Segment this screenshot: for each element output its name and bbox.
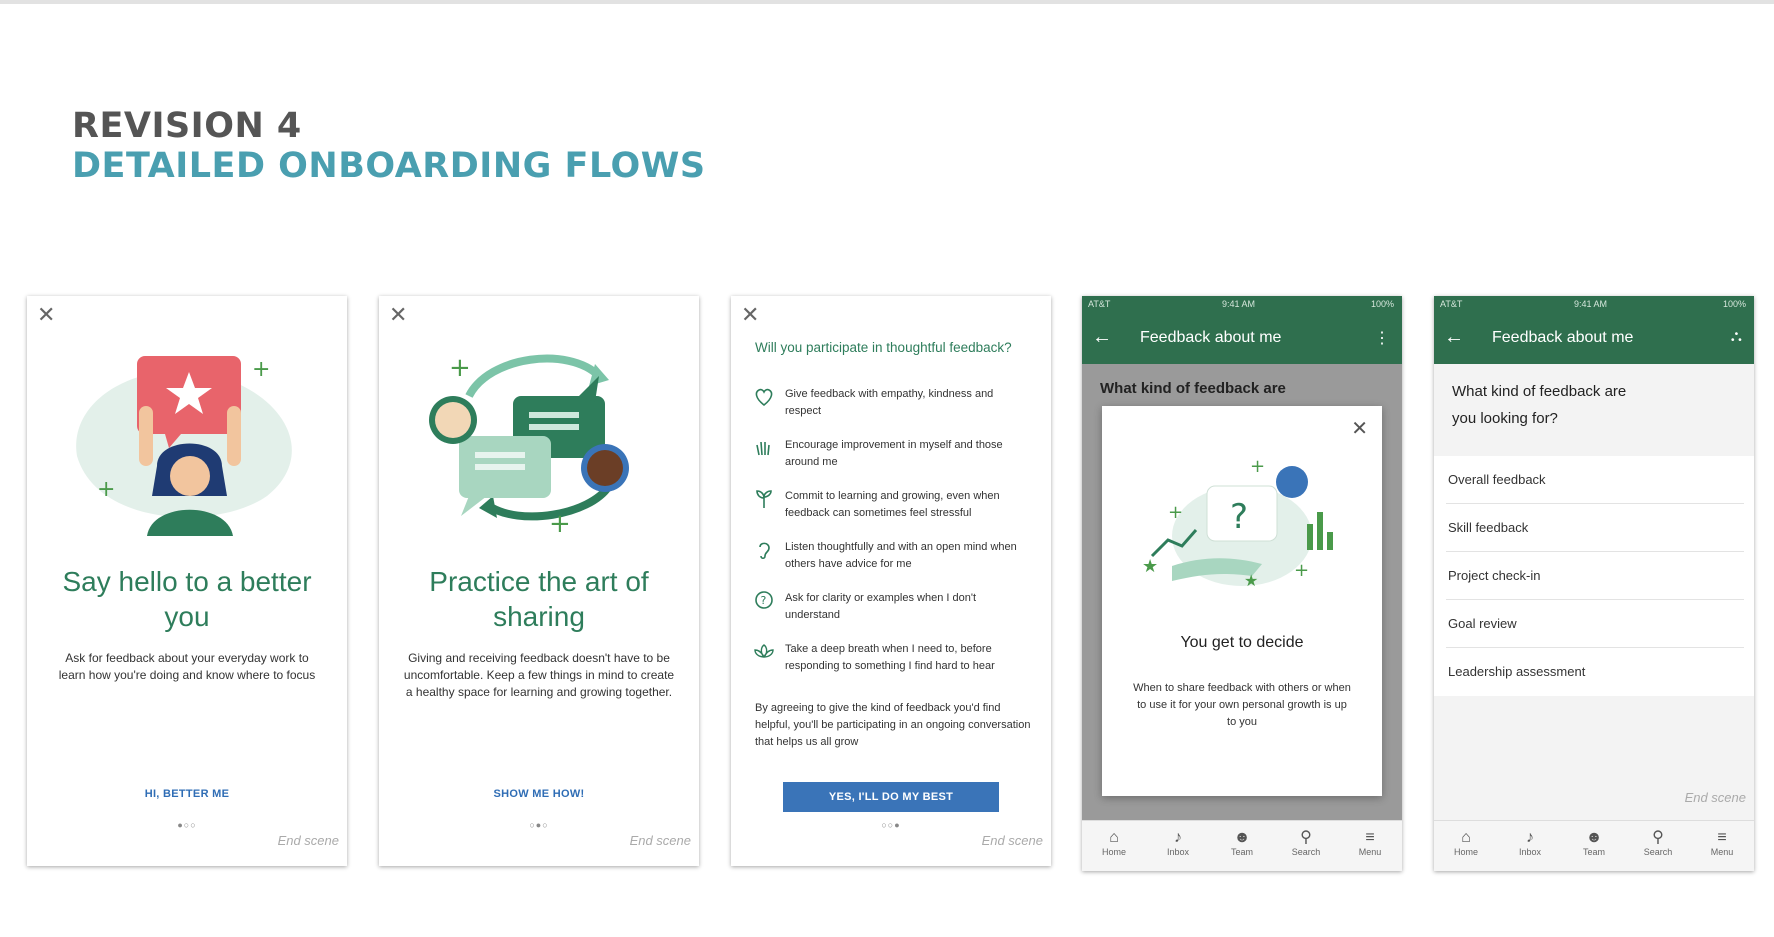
pledge-item: Commit to learning and growing, even when feedback can sometimes feel stressful (753, 488, 1033, 539)
section-title: DETAILED ONBOARDING FLOWS (72, 146, 706, 186)
pledge-item: Listen thoughtfully and with an open mind when others have advice for me (753, 539, 1033, 590)
close-icon[interactable]: ✕ (741, 302, 760, 327)
more-vertical-icon[interactable]: ⋮ (1374, 330, 1390, 347)
list-item-goal-review[interactable]: Goal review (1446, 600, 1744, 648)
ear-icon (753, 539, 775, 561)
back-arrow-icon[interactable]: ← (1444, 326, 1464, 348)
app-bar (1082, 314, 1402, 364)
close-icon[interactable]: ✕ (1351, 418, 1368, 440)
svg-text:+: + (1168, 502, 1184, 523)
person-holding-star-illustration (57, 336, 317, 536)
page-indicator: ●○○ (177, 820, 197, 830)
svg-text:+: + (449, 353, 471, 383)
tab-menu[interactable]: ≡ Menu (1338, 829, 1402, 857)
agree-button[interactable]: YES, I'LL DO MY BEST (783, 782, 999, 812)
tab-inbox[interactable]: ♪ Inbox (1146, 829, 1210, 857)
bell-icon: ♪ (1526, 829, 1534, 846)
pledge-item: ? Ask for clarity or examples when I don't understand (753, 590, 1033, 641)
close-icon[interactable]: ✕ (389, 302, 408, 327)
close-icon[interactable]: ✕ (37, 302, 56, 327)
feedback-type-list (1434, 456, 1754, 695)
svg-text:+: + (97, 477, 116, 502)
tab-inbox[interactable]: ♪ Inbox (1498, 829, 1562, 857)
heart-icon (753, 386, 775, 408)
feedback-type-question: What kind of feedback are you looking for? (1452, 383, 1627, 427)
modal-title: You get to decide (1180, 634, 1304, 651)
screen-title: Practice the art of sharing (429, 566, 649, 632)
svg-text:★: ★ (1244, 571, 1259, 590)
lotus-icon (753, 641, 775, 663)
svg-text:?: ? (760, 594, 767, 607)
menu-icon: ≡ (1717, 829, 1727, 846)
you-decide-illustration (1132, 446, 1352, 606)
team-icon: ☻ (1233, 829, 1251, 846)
search-icon: ⚲ (1652, 829, 1664, 846)
onboarding-screen-2 (379, 296, 699, 866)
svg-text:+: + (252, 357, 271, 382)
bell-icon: ♪ (1174, 829, 1182, 846)
carrier-label: AT&T (1440, 299, 1463, 309)
pledge-item: Encourage improvement in myself and those around me (753, 437, 1033, 488)
app-bar (1434, 314, 1754, 364)
bottom-tab-bar (1434, 820, 1754, 871)
question-header (1434, 364, 1754, 456)
tab-search[interactable]: ⚲ Search (1626, 829, 1690, 857)
pledge-item: Give feedback with empathy, kindness and respect (753, 386, 1033, 437)
sprout-icon (753, 488, 775, 510)
battery-label: 100% (1370, 299, 1394, 309)
app-bar-title: Feedback about me (1492, 329, 1634, 346)
pledge-list (753, 386, 1033, 692)
svg-text:+: + (549, 509, 571, 536)
menu-icon: ≡ (1365, 829, 1375, 846)
bottom-tab-bar (1082, 820, 1402, 871)
home-icon: ⌂ (1461, 829, 1471, 846)
status-bar (1082, 296, 1402, 314)
back-arrow-icon[interactable]: ← (1092, 326, 1112, 348)
search-icon: ⚲ (1300, 829, 1312, 846)
app-bar-title: Feedback about me (1140, 329, 1282, 346)
time-label: 9:41 AM (1222, 299, 1256, 309)
pledge-question: Will you participate in thoughtful feedback? (755, 340, 1012, 355)
svg-text:?: ? (1230, 497, 1249, 537)
pledge-item: Take a deep breath when I need to, before responding to something I find hard to hear (753, 641, 1033, 692)
end-scene-label: End scene (277, 833, 339, 848)
list-item-overall-feedback[interactable]: Overall feedback (1446, 456, 1744, 504)
page-heading (72, 106, 706, 186)
screen-body: Ask for feedback about your everyday work to learn how you're doing and know where to focus (58, 651, 316, 682)
sharing-conversation-illustration (409, 336, 669, 536)
list-item-leadership-assessment[interactable]: Leadership assessment (1448, 664, 1586, 679)
home-icon: ⌂ (1109, 829, 1119, 846)
svg-text:+: + (1294, 560, 1310, 581)
tab-search[interactable]: ⚲ Search (1274, 829, 1338, 857)
onboarding-screen-3 (731, 296, 1051, 866)
revision-title: REVISION 4 (72, 106, 302, 146)
list-item-project-check-in[interactable]: Project check-in (1446, 552, 1744, 600)
screen-body: Giving and receiving feedback doesn't have to be uncomfortable. Keep a few things in mind to create a healthy space for learning and growing together. (403, 651, 675, 699)
page-indicator: ○○● (881, 820, 901, 830)
hi-better-me-button[interactable]: HI, BETTER ME (144, 788, 230, 800)
feedback-type-screen (1434, 296, 1754, 871)
tab-home[interactable]: ⌂ Home (1082, 829, 1146, 857)
svg-text:★: ★ (1142, 556, 1159, 577)
org-chart-icon[interactable]: ⛬ (1730, 328, 1742, 345)
decide-modal (1102, 406, 1382, 796)
show-me-how-button[interactable]: SHOW ME HOW! (493, 788, 585, 800)
carrier-label: AT&T (1088, 299, 1111, 309)
tab-menu[interactable]: ≡ Menu (1690, 829, 1754, 857)
background-question: What kind of feedback are (1100, 380, 1286, 397)
end-scene-label: End scene (981, 833, 1043, 848)
screen-title: Say hello to a better you (62, 566, 312, 632)
agreement-text: By agreeing to give the kind of feedback you'd find helpful, you'll be participating in an ongoing conversation that helps us all grow (755, 702, 1031, 748)
onboarding-screen-1 (27, 296, 347, 866)
question-bubble-icon (753, 590, 775, 612)
clapping-hands-icon (753, 437, 775, 459)
feedback-modal-screen (1082, 296, 1402, 871)
svg-text:+: + (1250, 456, 1266, 477)
team-icon: ☻ (1585, 829, 1603, 846)
time-label: 9:41 AM (1574, 299, 1608, 309)
tab-team[interactable]: ☻ Team (1562, 829, 1626, 857)
battery-label: 100% (1722, 299, 1746, 309)
status-bar (1434, 296, 1754, 314)
tab-team[interactable]: ☻ Team (1210, 829, 1274, 857)
page-indicator: ○●○ (529, 820, 549, 830)
modal-body: When to share feedback with others or when to use it for your own personal growth is up to you (1133, 682, 1351, 728)
end-scene-label: End scene (1684, 790, 1746, 805)
list-item-skill-feedback[interactable]: Skill feedback (1446, 504, 1744, 552)
tab-home[interactable]: ⌂ Home (1434, 829, 1498, 857)
end-scene-label: End scene (629, 833, 691, 848)
top-divider (0, 0, 1774, 4)
